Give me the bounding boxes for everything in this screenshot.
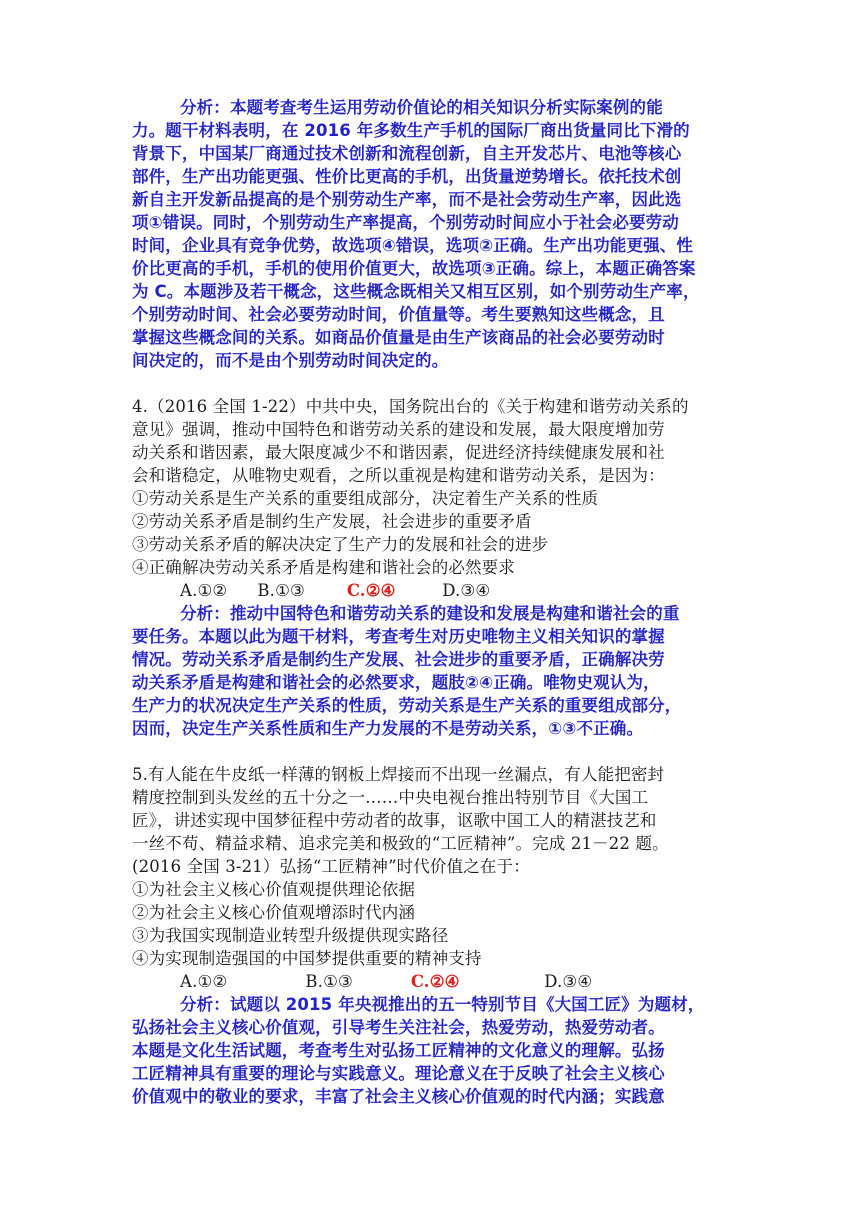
option-d: D.③④	[442, 581, 491, 600]
question-stem-line: 5.有人能在牛皮纸一样薄的钢板上焊接而不出现一丝漏点，有人能把密封	[132, 765, 665, 784]
analysis-line: 生产力的状况决定生产关系的性质，劳动关系是生产关系的重要组成部分，	[132, 696, 682, 715]
option-a: A.①②	[180, 581, 228, 600]
question-item: ③劳动关系矛盾的解决决定了生产力的发展和社会的进步	[132, 535, 549, 554]
option-c-correct: C.②④	[410, 972, 460, 991]
question-stem-line: 匠》，讲述实现中国梦征程中劳动者的故事，讴歌中国工人的精湛技艺和	[132, 811, 657, 830]
question-5	[132, 763, 732, 993]
analysis-line: 弘扬社会主义核心价值观，引导考生关注社会，热爱劳动，热爱劳动者。	[132, 1018, 665, 1037]
analysis-line: 分析：推动中国特色和谐劳动关系的建设和发展是构建和谐社会的重	[180, 604, 680, 623]
question-item: ①劳动关系是生产关系的重要组成部分，决定着生产关系的性质	[132, 489, 599, 508]
analysis-block-q5	[132, 993, 732, 1108]
question-item: ④为实现制造强国的中国梦提供重要的精神支持	[132, 949, 482, 968]
question-stem-line: 意见》强调，推动中国特色和谐劳动关系的建设和发展，最大限度增加劳	[132, 420, 665, 439]
answer-options	[132, 970, 732, 993]
spacer	[132, 740, 732, 763]
option-a: A.①②	[180, 972, 228, 991]
analysis-line: 分析：本题考查考生运用劳动价值论的相关知识分析实际案例的能	[180, 98, 663, 117]
analysis-line: 部件，生产出功能更强、性价比更高的手机，出货量逆势增长。依托技术创	[132, 167, 682, 186]
analysis-line: 动关系矛盾是构建和谐社会的必然要求，题肢②④正确。唯物史观认为，	[132, 673, 660, 692]
analysis-line: 新自主开发新品提高的是个别劳动生产率，而不是社会劳动生产率，因此选	[132, 190, 682, 209]
analysis-line: 价比更高的手机，手机的使用价值更大，故选项③正确。综上，本题正确答案	[132, 259, 696, 278]
answer-options	[132, 579, 732, 602]
analysis-block-q3	[132, 96, 732, 372]
analysis-line: 个别劳动时间、社会必要劳动时间，价值量等。考生要熟知这些概念，且	[132, 305, 665, 324]
option-b: B.①③	[257, 581, 305, 600]
analysis-line: 力。题干材料表明，在 2016 年多数生产手机的国际厂商出货量同比下滑的	[132, 121, 690, 140]
analysis-block-q4	[132, 602, 732, 740]
analysis-line: 为 C。本题涉及若干概念，这些概念既相关又相互区别，如个别劳动生产率，	[132, 282, 700, 301]
option-b: B.①③	[305, 972, 353, 991]
question-item: ④正确解决劳动关系矛盾是构建和谐社会的必然要求	[132, 558, 515, 577]
question-item: ②劳动关系矛盾是制约生产发展，社会进步的重要矛盾	[132, 512, 532, 531]
question-4	[132, 395, 732, 602]
option-c-correct: C.②④	[346, 581, 396, 600]
analysis-line: 价值观中的敬业的要求，丰富了社会主义核心价值观的时代内涵；实践意	[132, 1087, 665, 1106]
question-stem-line: 4.（2016 全国 1-22）中共中央，国务院出台的《关于构建和谐劳动关系的	[132, 397, 689, 416]
analysis-line: 情况。劳动关系矛盾是制约生产发展、社会进步的重要矛盾，正确解决劳	[132, 650, 665, 669]
analysis-line: 掌握这些概念间的关系。如商品价值量是由生产该商品的社会必要劳动时	[132, 328, 665, 347]
analysis-line: 因而，决定生产关系性质和生产力发展的不是劳动关系，①③不正确。	[132, 719, 644, 738]
analysis-line: 项①错误。同时，个别劳动生产率提高，个别劳动时间应小于社会必要劳动	[132, 213, 679, 232]
spacer	[132, 372, 732, 395]
analysis-line: 时间，企业具有竞争优势，故选项④错误，选项②正确。生产出功能更强、性	[132, 236, 694, 255]
question-item: ①为社会主义核心价值观提供理论依据	[132, 880, 416, 899]
question-stem-line: 一丝不苟、精益求精、追求完美和极致的“工匠精神”。完成 21－22 题。	[132, 834, 669, 853]
document-page	[132, 96, 732, 1108]
question-stem-line: 精度控制到头发丝的五十分之一……中央电视台推出特别节目《大国工	[132, 788, 649, 807]
analysis-line: 背景下，中国某厂商通过技术创新和流程创新，自主开发芯片、电池等核心	[132, 144, 682, 163]
question-item: ③为我国实现制造业转型升级提供现实路径	[132, 926, 449, 945]
analysis-line: 分析：试题以 2015 年央视推出的五一特别节目《大国工匠》为题材，	[180, 995, 705, 1014]
analysis-line: 本题是文化生活试题，考查考生对弘扬工匠精神的文化意义的理解。弘扬	[132, 1041, 665, 1060]
question-stem-line: (2016 全国 3-21）弘扬“工匠精神”时代价值之在于：	[132, 857, 530, 876]
question-item: ②为社会主义核心价值观增添时代内涵	[132, 903, 416, 922]
analysis-line: 要任务。本题以此为题干材料，考查考生对历史唯物主义相关知识的掌握	[132, 627, 665, 646]
question-stem-line: 会和谐稳定，从唯物史观看，之所以重视是构建和谐劳动关系，是因为：	[132, 466, 665, 485]
option-d: D.③④	[544, 972, 593, 991]
question-stem-line: 动关系和谐因素，最大限度减少不和谐因素，促进经济持续健康发展和社	[132, 443, 665, 462]
analysis-line: 间决定的，而不是由个别劳动时间决定的。	[132, 351, 449, 370]
analysis-line: 工匠精神具有重要的理论与实践意义。理论意义在于反映了社会主义核心	[132, 1064, 665, 1083]
